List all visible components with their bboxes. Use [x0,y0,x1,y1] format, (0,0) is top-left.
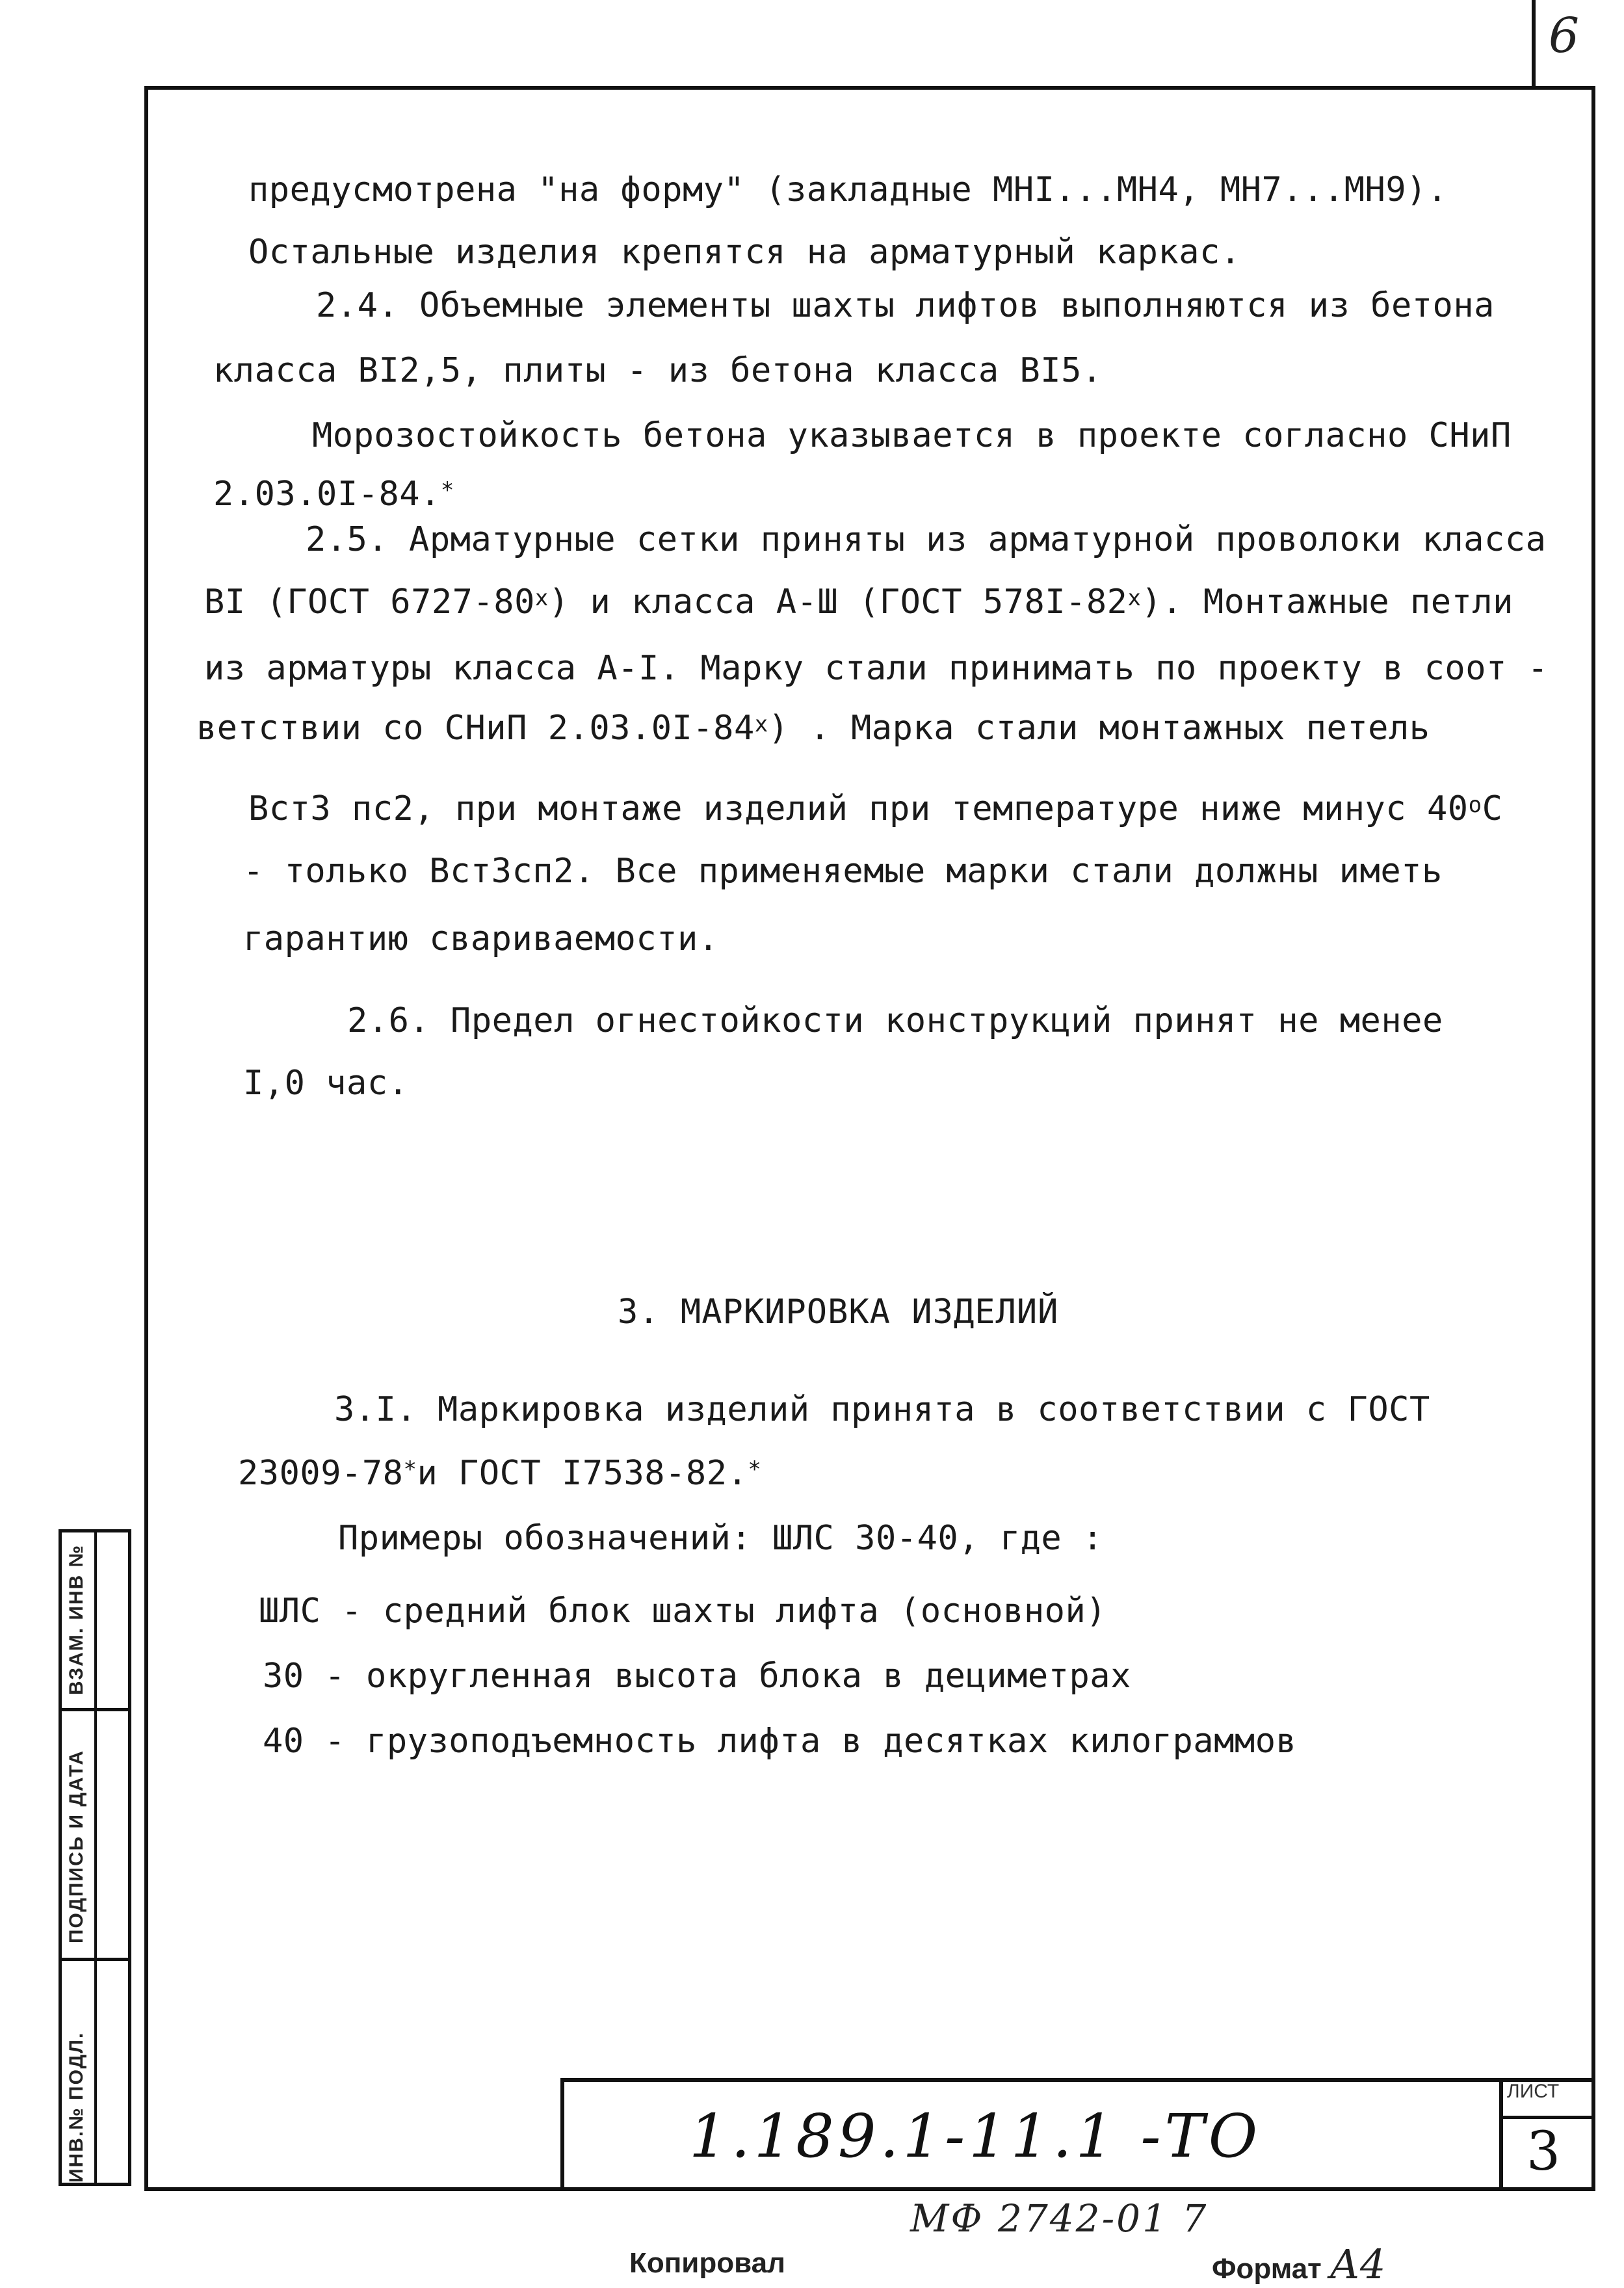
paragraph-line: из арматуры класса А-I. Марку стали принимать по проекту в соот - [204,649,1549,688]
footnote-x-mark: x [534,585,549,611]
corner-divider [1532,0,1536,86]
paragraph-line: предусмотрена "на форму" (закладные МНI...МН4, МН7...МН9). [248,170,1448,209]
stamp-label-vzam-inv: ВЗАМ. ИНВ № [66,1544,87,1695]
paragraph-line: - только Вст3сп2. Все применяемые марки стали должны иметь [243,852,1443,891]
paragraph-line: Примеры обозначений: ШЛС 30-40, где : [338,1519,1103,1558]
format-value: А4 [1329,2241,1386,2288]
paragraph-line: 2.03.0I-84.* [213,475,454,514]
page-corner-number: 6 [1549,8,1580,64]
footer-code: МФ 2742-01 7 [910,2196,1209,2241]
page-frame [144,86,1595,2191]
paragraph-line: I,0 час. [243,1064,409,1103]
approval-stamp-column [59,1529,131,2186]
paragraph-line: 2.5. Арматурные сетки приняты из арматурной проволоки класса [306,520,1547,559]
stamp-label-podpis-data: ПОДПИСЬ И ДАТА [66,1749,87,1943]
paragraph-line: 2.6. Предел огнестойкости конструкций принят не менее [347,1001,1443,1040]
paragraph-line: 3.I. Маркировка изделий принята в соответствии с ГОСТ [334,1390,1430,1429]
paragraph-line: ветствии со СНиП 2.03.0I-84$^x$) . Марка стали монтажных петель [196,709,1430,748]
sheet-label: ЛИСТ [1507,2081,1560,2102]
document-code: 1.189.1-11.1 -ТО [689,2101,1262,2171]
paragraph-line: класса ВI2,5, плиты - из бетона класса ВI5. [213,351,1103,390]
paragraph-line: 2.4. Объемные элементы шахты лифтов выполняются из бетона [316,286,1495,325]
paragraph-line: 23009-78*и ГОСТ I7538-82.* [238,1454,762,1493]
legend-line: 40 - грузоподъемность лифта в десятках килограммов [263,1722,1297,1761]
footer-format: Формат А4 [1212,2241,1386,2288]
footnote-star-mark: * [440,477,454,503]
paragraph-line: гарантию свариваемости. [243,919,719,958]
paragraph-line: Вст3 пс2, при монтаже изделий при температуре ниже минус 40$^o$С [248,789,1503,828]
footnote-star-mark: * [748,1456,762,1482]
footer-copied: Копировал [629,2247,786,2279]
stamp-label-inv-podl: ИНВ.№ ПОДЛ. [66,2031,87,2183]
paragraph-line: Остальные изделия крепятся на арматурный каркас. [248,233,1241,272]
footnote-x-mark: x [754,711,768,737]
section-heading: 3. МАРКИРОВКА ИЗДЕЛИЙ [618,1293,1059,1332]
sheet-number: 3 [1526,2121,1561,2183]
footnote-x-mark: x [1127,585,1142,611]
footnote-star-mark: * [403,1456,417,1482]
legend-line: 30 - округленная высота блока в дециметрах [263,1657,1131,1696]
degree-mark: o [1468,792,1482,818]
paragraph-line: Морозостойкость бетона указывается в проекте согласно СНиП [312,416,1512,455]
paragraph-line: ВI (ГОСТ 6727-80$^x$) и класса А-Ш (ГОСТ 578I-82$^x$). Монтажные петли [204,583,1513,622]
legend-line: ШЛС - средний блок шахты лифта (основной) [259,1592,1107,1631]
